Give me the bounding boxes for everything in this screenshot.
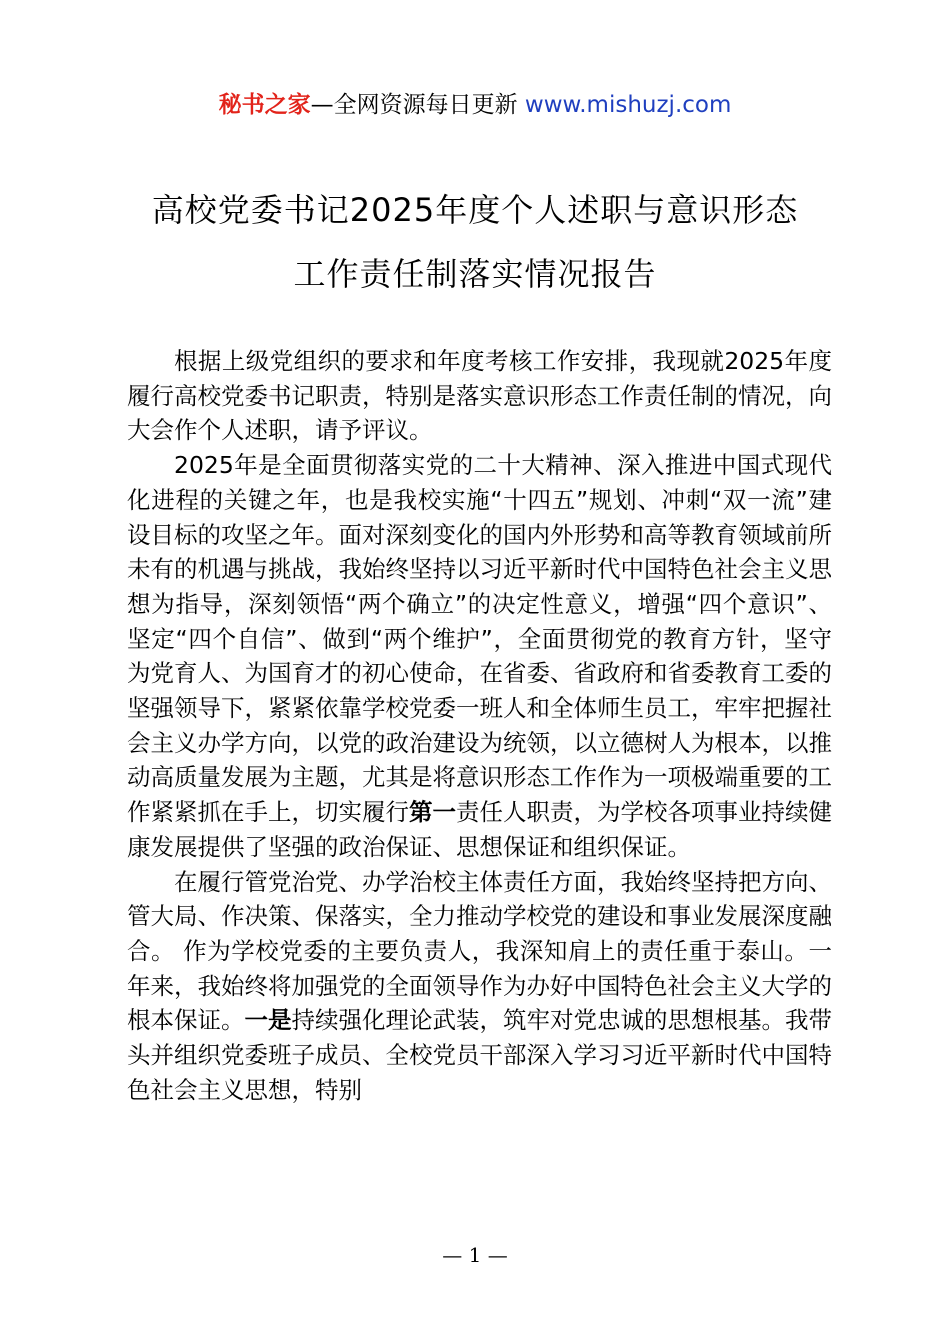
paragraph-1: 根据上级党组织的要求和年度考核工作安排，我现就2025年度履行高校党委书记职责，特别是落实意识形态工作责任制的情况，向大会作个人述职，请予评议。 (127, 347, 832, 445)
paragraph-2-text-c: 责任人职责，为学校各项事业持续健康发展提供了坚强的政治保证、思想保证和组织保证。 (127, 798, 832, 861)
site-header (0, 88, 950, 122)
brand-name: 秘书之家 (218, 92, 311, 118)
title-line-2: 工作责任制落实情况报告 (293, 255, 657, 293)
document-title (60, 178, 890, 306)
paragraph-3 (127, 865, 832, 1108)
page-number: — 1 — (442, 1243, 508, 1267)
paragraph-2 (127, 448, 832, 864)
paragraph-3-bold: 一是 (244, 1006, 292, 1035)
paragraph-2-bold: 第一 (409, 798, 456, 827)
site-url-link[interactable]: www.mishuzj.com (524, 92, 732, 118)
title-line-1: 高校党委书记2025年度个人述职与意识形态 (151, 191, 799, 229)
paragraph-2-text-a: 2025年是全面贯彻落实党的二十大精神、深入推进中国式现代化进程的关键之年，也是我校实施“十四五”规划、冲刺“双一流”建设目标的攻坚之年。面对深刻变化的国内外形势和高等教育领域前所未有的机遇与挑战，我始终坚持以习近平新时代中国特色社会主义思想为指导，深刻领悟“两个确立”的决定性意义，增强“四个意识”、坚定“四个自信”、做到“两个维护”，全面贯彻党的教育方针，坚守为党育人、为国育才的初心使命，在省委、省政府和省委教育工委的坚强领导下，紧紧依靠学校党委一班人和全体师生员工，牢牢把握社会主义办学方向，以党的政治建设为统领，以立德树人为根本，以推动高质量发展为主题，尤其是将意识形态工作作为一项极端重要的工作紧紧抓在手上，切实履行 (127, 451, 832, 827)
document-body (127, 344, 832, 1107)
paragraph-3-text-a: 在履行管党治党、办学治校主体责任方面，我始终坚持把方向、管大局、作决策、保落实，全力推动学校党的建设和事业发展深度融合。 作为学校党委的主要负责人，我深知肩上的责任重于泰山。一年来，我始终将加强党的全面领导作为办好中国特色社会主义大学的根本保证。 (127, 867, 832, 1035)
paragraph-3-text-c: 持续强化理论武装，筑牢对党忠诚的思想根基。我带头并组织党委班子成员、全校党员干部深入学习习近平新时代中国特色社会主义思想，特别 (127, 1006, 832, 1104)
header-tagline: —全网资源每日更新 (310, 92, 518, 118)
